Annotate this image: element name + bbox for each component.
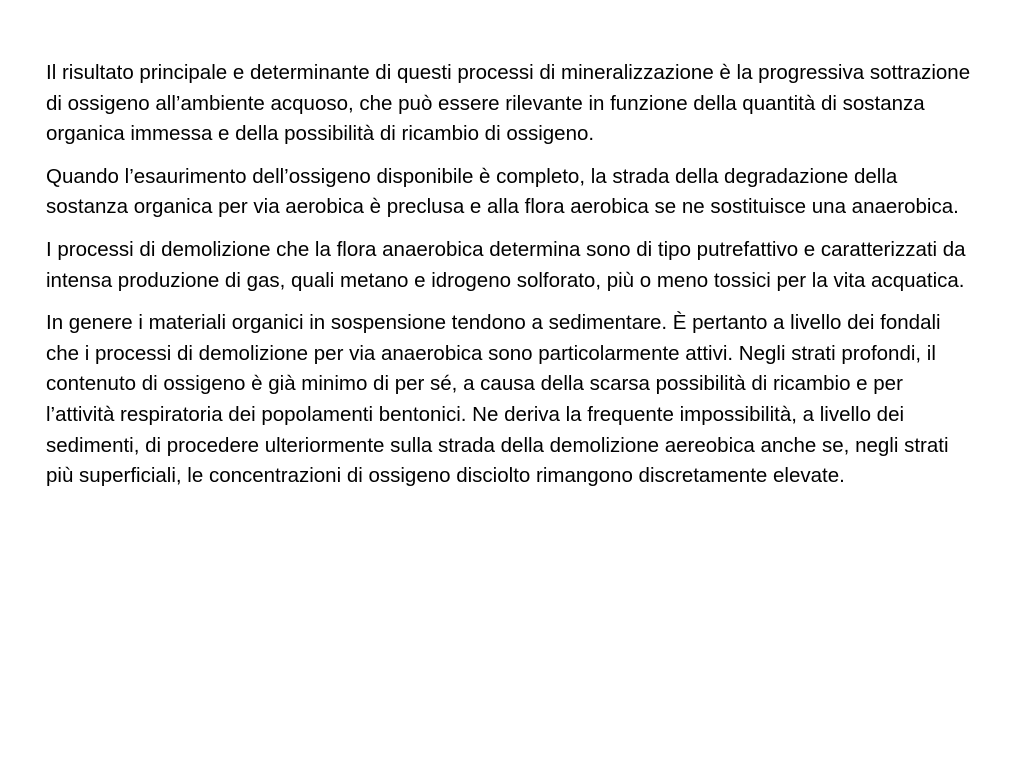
- slide-text-body: [46, 58, 976, 492]
- paragraph-anaerobic-processes: I processi di demolizione che la flora anaerobica determina sono di tipo putrefattivo e caratterizzati da intensa produzione di gas, quali metano e idrogeno solforato, più o meno tossici per la vita acquatica.: [46, 237, 966, 292]
- paragraph-sediment-demolition: In genere i materiali organici in sospensione tendono a sedimentare. È pertanto a livello dei fondali che i processi di demolizione per via anaerobica sono particolarmente attivi. Negli strati profondi, il contenuto di ossigeno è già minimo di per sé, a causa della scarsa possibilità di ricambio e per l’attività respiratoria dei popolamenti bentonici. Ne deriva la frequente impossibilità, a livello dei sedimenti, di procedere ulteriormente sulla strada della demolizione aereobica anche se, negli strati più superficiali, le concentrazioni di ossigeno disciolto rimangono discretamente elevate.: [46, 311, 949, 488]
- paragraph-mineralization-result: Il risultato principale e determinante di questi processi di mineralizzazione è la progressiva sottrazione di ossigeno all’ambiente acquoso, che può essere rilevante in funzione della quantità di sostanza organica immessa e della possibilità di ricambio di ossigeno.: [46, 61, 971, 146]
- paragraph-oxygen-depletion: Quando l’esaurimento dell’ossigeno disponibile è completo, la strada della degradazione della sostanza organica per via aerobica è preclusa e alla flora aerobica se ne sostituisce una anaerobica.: [46, 164, 959, 219]
